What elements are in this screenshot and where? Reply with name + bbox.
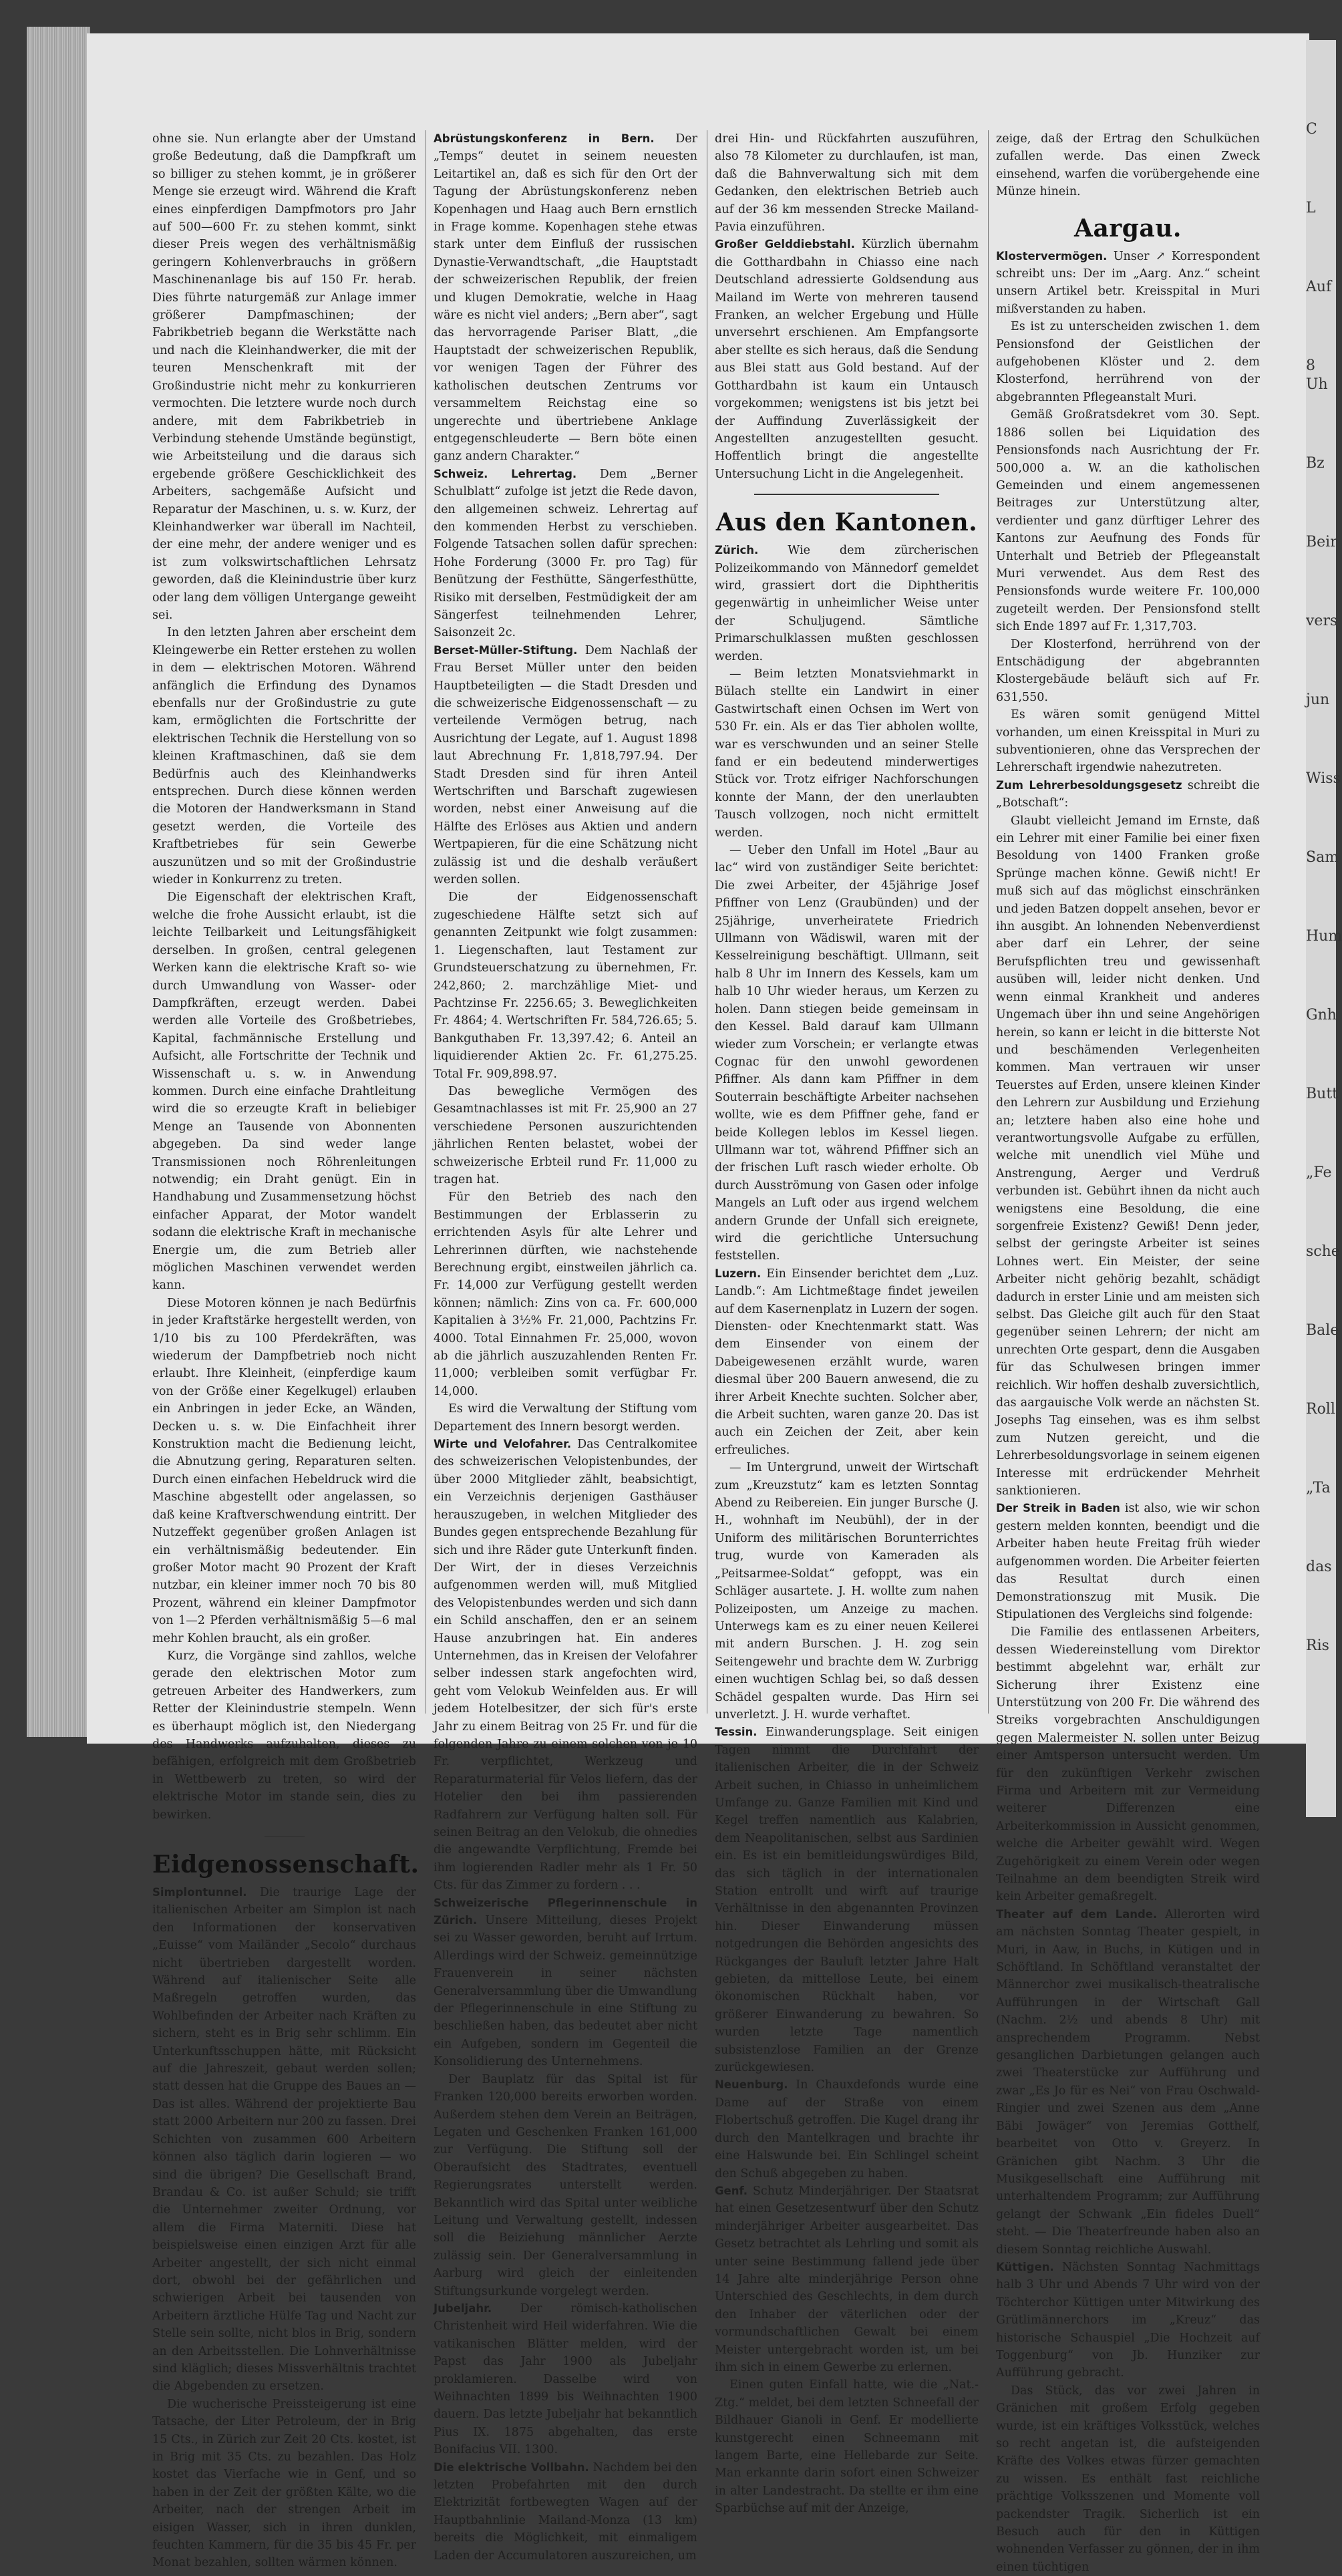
article-headline: Wirte und Velofahrer. <box>434 1438 572 1451</box>
adjacent-page-fragment: „Ta <box>1306 1480 1331 1496</box>
adjacent-page-fragment: Ris <box>1306 1637 1329 1654</box>
text-column-4 <box>996 130 1261 2574</box>
article-headline: Luzern. <box>715 1267 762 1280</box>
article-text: — Ueber den Unfall im Hotel „Baur au lac“ wird von zuständiger Seite berichtet: Die zwei Arbeiter, der 45jährige Josef Pfiffner von Lenz (Graubünden) und der 25jährige, unverheiratete Friedrich Ullmann von Wädiswil, waren mit der Kesselreinigung beschäftigt. Ullmann, seit halb 8 Uhr im Innern des Kessels, kam um halb 10 Uhr wieder heraus, um Kerzen zu holen. Dann stiegen beide gemeinsam in den Kessel. Bald darauf kam Ullmann wieder zum Vorschein; er verlangte etwas Cognac für den unwohl gewordenen Pfiffner. Als dann kam Pfiffner in dem Souterrain beschäftigte Arbeiter nachsehen wollte, wie es dem Pfiffner gehe, fand er beide Kollegen leblos im Kessel liegen. Ullmann war tot, während Pfiffner sich an der frischen Luft rasch wieder erholte. Ob durch Ausströmung von Gasen oder infolge Mangels an Luft oder aus irgend welchem andern Grunde der Unfall sich ereignete, wird die gerichtliche Untersuchung feststellen. <box>715 844 979 1263</box>
article-text: Nächsten Sonntag Nachmittags halb 3 Uhr und Abends 7 Uhr wird von der Töchterchor Küttigen unter Mitwirkung des Grütlimännerchors im „Kreuz“ das historische Schauspiel „Die Hochzeit auf Toggenburg“ von Jb. Hunziker zur Aufführung gebracht. <box>996 2260 1260 2380</box>
article-text: In den letzten Jahren aber erscheint dem Kleingewerbe ein Retter erstehen zu wollen in dem — elektrischen Motoren. Während anfänglich die Erfindung des Dynamos ebenfalls nur der Großindustrie zu gute kam, ermöglichten die Fortschritte der elektrischen Technik die Herstellung von so kleinen Kraftmaschinen, daß sie dem Bedürfnis auch des Kleinhandwerks entsprechen. Durch diese können werden die Motoren der Handwerksmann in Stand gesetzt werden, die Vorteile des Kraftbetriebes für sein Gewerbe auszunützen und so mit der Großindustrie wieder in Konkurrenz zu treten. <box>152 626 416 887</box>
article-paragraph <box>434 1895 697 2071</box>
article-text: Nachdem bei den letzten Probefahrten mit den durch Elektrizität fortbewegten Wagen auf der Hauptbahnlinie Mailand-Monza (13 km) bereits die Möglichkeit, mit einmaligem Laden der Accumulatoren auszureichen, um <box>434 2460 697 2563</box>
article-paragraph <box>996 2382 1260 2576</box>
article-headline: Die elektrische Vollbahn. <box>434 2460 589 2474</box>
article-headline: Zürich. <box>715 544 759 557</box>
article-paragraph <box>715 2076 979 2182</box>
article-paragraph <box>152 624 416 889</box>
article-paragraph <box>152 2396 416 2572</box>
article-paragraph <box>152 1295 416 1647</box>
article-paragraph <box>996 636 1260 707</box>
article-paragraph <box>996 1500 1260 1623</box>
article-paragraph <box>434 2071 697 2300</box>
article-text: Schutz Minderjähriger. Der Staatsrat hat einen Gesetzesentwurf über den Schutz minderjähriger Arbeiter ausgearbeitet. Das Gesetz betrachtet als Lehrling und somit als unter seine Bestimmung fallend jede über 14 Jahre alte minderjährige Person ohne Unterschied des Geschlechts, in dem durch den Inhaber der väterlichen oder der vormundschaftlichen Gewalt bei einem Meister untergebracht worden ist, um bei ihm sich in einem Gewerbe zu erlernen. <box>715 2184 979 2374</box>
adjacent-page-fragment: vers <box>1306 613 1338 629</box>
adjacent-page-fragment: Auf <box>1306 279 1332 295</box>
article-paragraph <box>715 665 979 842</box>
article-paragraph <box>996 248 1260 319</box>
article-headline: Küttigen. <box>996 2260 1054 2273</box>
article-headline: Der Streik in Baden <box>996 1502 1120 1515</box>
article-paragraph <box>152 1647 416 1824</box>
article-paragraph <box>996 2259 1260 2382</box>
article-text: Die wucherische Preissteigerung ist eine Tatsache, der Liter Petroleum, der in Brig 15 Cts., in Zürich zur Zeit 20 Cts. kostet, ist in Brig mit 35 Cts. zu bezahlen. Das Holz kostet das Vierfache wie in Genf, und so haben in der Zeit der größten Kälte, wo die Arbeiter, nach der strengen Arbeit im eisigen Wasser, sich in ihren dunklen, feuchten Kammern, für die 35 bis 45 Fr. per Monat bezahlen, sollten wärmen können. <box>152 2397 416 2570</box>
article-paragraph <box>434 642 697 889</box>
article-headline: Neuenburg. <box>715 2078 788 2092</box>
article-text: Dem Nachlaß der Frau Berset Müller unter den beiden Hauptbeteiligten — die Stadt Dresden und die schweizerische Eidgenossenschaft — zu verteilende Vermögen betrug, nach Ausrichtung der Legate, auf 1. August 1898 laut Abrechnung Fr. 1,818,797.94. Der Stadt Dresden sind für ihren Anteil Wertschriften und Barschaft zugewiesen worden, nebst einer Anweisung auf die Hälfte des Erlöses aus Aktien und andern Wertpapieren, für die eine Schätzung nicht zulässig ist und die deshalb veräußert werden sollen. <box>434 643 697 887</box>
adjacent-page-fragment: „Fe <box>1306 1164 1332 1181</box>
article-paragraph <box>434 130 697 466</box>
article-text: Gemäß Großratsdekret vom 30. Sept. 1886 sollen bei Liquidation des Pensionsfonds nach Ausrichtung der Fr. 500,000 a. W. an die katholischen Gemeinden und einem angemessenen Beitrages zur Unterstützung alter, verdienter und ganz dürftiger Lehrer des Kantons zur Aeufnung des Fonds für Unterhalt und Betrieb der Pflegeanstalt Muri verwendet. Aus dem Rest des Pensionsfonds wurde weitere Fr. 100,000 zugeteilt werden. Der Pensionsfond stellt sich Ende 1897 auf Fr. 1,317,703. <box>996 408 1260 634</box>
article-text: Das Centralkomitee des schweizerischen Velopistenbundes, der über 2000 Mitglieder zählt, beabsichtigt, ein Verzeichnis derjenigen Gasthäuser herauszugeben, in welchen Mitglieder des Bundes gegen entsprechende Bezahlung für sich und ihre Räder gute Unterkunft finden. Der Wirt, der in dieses Verzeichnis aufgenommen werden will, muß Mitglied des Velopistenbundes werden und sich dann ein Schild anschaffen, den er an seinem Hause anzubringen hat. Ein anderes Unternehmen, das in Kreisen der Velofahrer selber indessen stark angefochten wird, geht vom Velokub Weinfelden aus. Er will jedem Hotelbesitzer, der sich für's erste Jahr zu einem Beitrag von 25 Fr. und für die folgenden Jahre zu einem solchen von je 10 Fr. verpflichtet, Werkzeug und Reparaturmaterial für Velos liefern, das der Hotelier den bei ihm passierenden Radfahrern zur Verfügung halten soll. Für seinen Beitrag an den Velokub, die ohnedies die angewandte Verpflichtung, Fremde bei ihm logierenden Radler mehr als 1 Fr. 50 Cts. für das Zimmer zu fordern . . . <box>434 1438 698 1893</box>
article-text: Es wird die Verwaltung der Stiftung vom Departement des Innern besorgt werden. <box>434 1402 697 1434</box>
text-column-3 <box>715 130 979 2516</box>
article-paragraph <box>715 1265 979 1459</box>
article-paragraph <box>996 406 1260 635</box>
article-headline: Schweiz. Lehrertag. <box>434 467 577 480</box>
article-headline: Jubeljahr. <box>434 2301 492 2315</box>
article-headline: Berset-Müller-Stiftung. <box>434 643 578 657</box>
article-text: schreibt die „Botschaft“: <box>996 778 1261 810</box>
section-heading: Aargau. <box>1074 214 1182 243</box>
article-paragraph <box>434 1188 697 1400</box>
adjacent-page-fragment: C <box>1306 121 1317 138</box>
article-text: drei Hin- und Rückfahrten auszuführen, also 78 Kilometer zu durchlaufen, ist man, daß die Bahnverwaltung sich mit dem Gedanken, den elektrischen Betrieb auch auf der 36 km messenden Strecke Mailand-Pavia einzuführen. <box>715 132 979 234</box>
article-text: Dem „Berner Schulblatt“ zufolge ist jetzt die Rede davon, den allgemeinen schweiz. Lehrertag auf den kommenden Herbst zu verschieben. Folgende Tatsachen sollen dafür sprechen: Hohe Forderung (3000 Fr. pro Tag) für Benützung der Festhütte, Sängerfesthütte, Risiko mit derselben, Festmüdigkeit der am Sängerfest teilnehmenden Lehrer, Saisonzeit 2c. <box>434 467 697 640</box>
article-text: Es ist zu unterscheiden zwischen 1. dem Pensionsfond der Geistlichen der aufgehobenen Klöster und 2. dem Klosterfond, herrührend von der abgebrannten Pflegeanstalt Muri. <box>996 320 1260 404</box>
adjacent-page-fragment: jun <box>1306 691 1330 708</box>
article-headline: Zum Lehrerbesoldungsgesetz <box>996 778 1182 792</box>
article-headline: Abrüstungskonferenz in Bern. <box>434 132 655 145</box>
article-text: Unser ↗ Korrespondent schreibt uns: Der im „Aarg. Anz.“ scheint unsern Artikel betr. Kreisspital in Muri mißverstanden zu haben. <box>996 249 1260 316</box>
article-paragraph <box>434 1083 697 1188</box>
article-text: ist also, wie wir schon gestern melden konnten, beendigt und die Arbeiter haben heute Freitag früh wieder aufgenommen worden. Die Arbeiter feierten das Resultat durch einen Demonstrationszug mit Musik. Die Stipulationen des Vergleichs sind folgende: <box>996 1502 1260 1621</box>
article-text: Der „Temps“ deutet in seinem neuesten Leitartikel an, daß es sich für den Ort der Tagung der Abrüstungskonferenz neben Kopenhagen und Haag auch Bern ernstlich in Frage komme. Kopenhagen stehe etwas stark unter dem Einfluß der russischen Dynastie-Verwandtschaft, „die Hauptstadt der schweizerischen Republik, der freien und klugen Demokratie, welche in Haag wäre es nicht viel anders; „Bern aber“, sagt das hervorragende Pariser Blatt, „die Hauptstadt der schweizerischen Republik, vor wenigen Tagen der Führer des katholischen deutschen Zentrums vor versammeltem Reichstag eine so ungerechte und übertriebene Anklage entgegenschleuderte — Bern böte einen ganz andern Charakter.“ <box>434 132 697 464</box>
article-paragraph <box>434 2300 697 2459</box>
article-paragraph <box>434 2459 697 2565</box>
article-paragraph <box>996 318 1260 406</box>
article-paragraph <box>996 1623 1260 1906</box>
article-paragraph <box>715 130 979 236</box>
article-text: Diese Motoren können je nach Bedürfnis in jeder Kraftstärke hergestellt werden, von 1/10 bis zu 100 Pferdekräften, was wiederum der Dampfbetrieb noch nicht erlaubt. Ihre Kleinheit, (einpferdige kaum von der Größe einer Kegelkugel) erlauben ein Anbringen in jeder Ecke, an Wänden, Decken u. s. w. Die Einfachheit ihrer Konstruktion macht die Bedienung leicht, die Abnutzung gering, Reparaturen selten. Durch einen einfachen Hebeldruck wird die Maschine abgestellt oder angelassen, so daß keine Kraftverschwendung eintritt. Der Nutzeffekt gegenüber großen Anlagen ist ein verhältnismäßig bedeutender. Ein großer Motor macht 90 Prozent der Kraft nutzbar, ein kleiner immer noch 70 bis 80 Prozent, während ein kleiner Dampfmotor von 1—2 Pferden verhältnismäßig 5—6 mal mehr Kohlen braucht, als ein großer. <box>152 1296 416 1645</box>
adjacent-page-fragment: Bale <box>1306 1322 1339 1339</box>
article-headline: Simplontunnel. <box>152 1886 247 1899</box>
section-heading: Eidgenossenschaft. <box>152 1850 420 1879</box>
book-page-edges <box>27 27 90 1737</box>
article-headline: Klostervermögen. <box>996 249 1108 263</box>
article-paragraph <box>996 1906 1260 2259</box>
article-text: Die traurige Lage der italienischen Arbeiter am Simplon ist nach den Informationen der konservativen „Euisse“ vom Mailänder „Secolo“ durchaus nicht übertrieben dargestellt worden. Während auf italienischer Seite alle Maßregeln getroffen wurden, das Wohlbefinden der Arbeiter nach Kräften zu sichern, steht es in Brig sehr schlimm. Ein Unterkunftsschuppen hätte, mit Rücksicht auf die Jahreszeit, gebaut werden sollen; statt dessen hat die Gruppe des Baues an — Das ist alles. Während der projektierte Bau statt 2000 Arbeitern nur 200 zu fassen. Drei Schichten von zusammen 600 Arbeitern können also täglich darin logieren — wo sind die übrigen? Die Gesellschaft Brand, Brandau & Co. ist außer Schuld; sie trifft die Unternehmer zweiter Ordnung, vor allem die Firma Materniti. Diese hat beispielsweise einen einzigen Arzt für alle Arbeiter angestellt, der sich nicht einmal dort, obwohl bei der gefährlichen und schwierigen Arbeit bei tausenden von Arbeitern ärztliche Hülfe Tag und Nacht zur Stelle sein sollte, nicht blos in Brig, sondern an den Arbeitsstellen. Die Lohnverhältnisse sind kläglich; dieses Missverhältnis trachtet die Abgebenden zu ersetzen. <box>152 1886 416 2394</box>
adjacent-page-fragment: Roll <box>1306 1401 1335 1418</box>
article-text: Das bewegliche Vermögen des Gesamtnachlasses ist mit Fr. 25,900 an 27 verschiedene Personen auszurichtenden jährlichen Renten belastet, wobei der schweizerische Erbteil rund Fr. 11,000 zu tragen hat. <box>434 1084 697 1186</box>
article-headline: Schweizerische Pflegerinnenschule in Zürich. <box>434 1896 697 1927</box>
article-paragraph <box>996 706 1260 777</box>
section-divider <box>265 1836 305 1837</box>
text-column-2 <box>434 130 698 2563</box>
section-heading: Aus den Kantonen. <box>715 508 978 537</box>
article-paragraph <box>715 542 979 665</box>
adjacent-page-fragment: Gnh <box>1306 1007 1337 1023</box>
adjacent-page-fragment: L <box>1306 200 1316 216</box>
article-headline: Genf. <box>715 2184 748 2197</box>
article-paragraph <box>715 1459 979 1724</box>
article-paragraph <box>152 889 416 1294</box>
article-text: — Beim letzten Monatsviehmarkt in Bülach stellte ein Landwirt in einer Gastwirtschaft einen Ochsen im Wert von 530 Fr. ein. Als er das Tier abholen wollte, war es verschwunden und an seiner Stelle fand er ein bedeutend minderwertiges Stück vor. Trotz eifriger Nachforschungen konnte der Mann, der den unerlaubten Tausch vollzogen, noch nicht ermittelt werden. <box>715 667 979 840</box>
article-text: Wie dem zürcherischen Polizeikommando von Männedorf gemeldet wird, grassiert dort die Diphtheritis gegenwärtig in unheimlicher Weise unter der Schuljugend. Sämtliche Primarschulklassen mußten geschlossen werden. <box>715 544 979 663</box>
adjacent-page-fragment: Wiss <box>1306 770 1341 787</box>
article-paragraph <box>996 812 1260 1500</box>
article-text: Der Bauplatz für das Spital ist für Franken 120,000 bereits erworben worden. Außerdem stehen dem Verein an Beiträgen, Legaten und Geschenken Franken 161,000 zur Verfügung. Die Stiftung soll der Oberaufsicht des Stadtrates, eventuell Regierungsrates unterstellt werden. Bekanntlich wird das Spital unter weibliche Leitung und Verwaltung gestellt, indessen soll die Beiziehung männlicher Aerzte zulässig sein. Der Generalversammlung in Aarburg wird gleich der einleitenden Stiftungsurkunde vorgelegt werden. <box>434 2072 697 2298</box>
adjacent-page-fragment: Hum <box>1306 928 1342 945</box>
article-text: Einwanderungsplage. Seit einigen Tagen nimmt die Durchfahrt der italienischen Arbeiter, die in der Schweiz Arbeit suchen, in Chiasso in unheimlichem Umfange zu. Ganze Familien mit Kind und Kegel treffen namentlich aus Kalabrien, dem Neapolitanischen, selbst aus Sardinien ein. Es ist ein bemitleidungswürdiges Bild, das sich täglich in der internationalen Station entrollt und wirft auf traurige Verhältnisse in den abgenannten Provinzen hin. Dieser Einwanderung müssen notgedrungen die Behörden angesichts des Rückganges der Bauluft letzter Jahre Halt gebieten, da mittellose Leute, bei einem ökonomischen Rückhalt haben, vor größerer Einwanderung zu bewahren. So wurden letzte Tage namentlich subsistenzlose Familien an der Grenze zurückgewiesen. <box>715 1726 979 2075</box>
article-paragraph <box>152 130 416 624</box>
article-paragraph <box>996 130 1260 201</box>
article-text: Die der Eidgenossenschaft zugeschiedene Hälfte setzt sich auf genannten Zeitpunkt wie folgt zusammen: 1. Liegenschaften, laut Testament zur Grundsteuerschatzung zu übernehmen, Fr. 242,860; 2. marchzählige Miet- und Pachtzinse Fr. 2256.65; 3. Beweglichkeiten Fr. 4864; 4. Wertschriften Fr. 584,726.65; 5. Bankguthaben Fr. 13,397.42; 6. Anteil an liquidierender Aktien 2c. Fr. 61,275.25. Total Fr. 909,898.97. <box>434 891 697 1081</box>
adjacent-page-fragment: das <box>1306 1559 1332 1575</box>
adjacent-page-edge <box>1306 40 1342 1817</box>
article-headline: Theater auf dem Lande. <box>996 1907 1158 1921</box>
article-paragraph <box>434 466 697 642</box>
adjacent-page-fragment: Beir <box>1306 534 1337 550</box>
article-paragraph <box>996 777 1260 812</box>
article-text: Ein Einsender berichtet dem „Luz. Landb.“: Am Lichtmeßtage findet jeweilen auf dem Kasernenplatz in Luzern der sogen. Diensten- oder Knechtenmarkt statt. Was dem Einsender von einem der Dabeigewesenen erzählt wurde, waren diesmal über 200 Bauern anwesend, die zu ihrer Arbeit Knechte suchten. Solcher aber, die Arbeit suchten, waren ganze 20. Das ist auch ein Zeichen der Zeit, aber kein erfreuliches. <box>715 1267 979 1457</box>
article-text: Für den Betrieb des nach den Bestimmungen der Erblasserin zu errichtenden Asyls für alte Lehrer und Lehrerinnen dürften, wie nachstehende Berechnung ergibt, einstweilen jährlich ca. Fr. 14,000 zur Verfügung gestellt werden können; nämlich: Zins von ca. Fr. 600,000 Kapitalien à 3½% Fr. 21,000, Pachtzins Fr. 4000. Total Einnahmen Fr. 25,000, wovon ab die jährlich auszuzahlenden Renten Fr. 11,000; verbleiben somit verfügbar Fr. 14,000. <box>434 1190 697 1398</box>
article-paragraph <box>715 236 979 483</box>
article-text: Kurz, die Vorgänge sind zahllos, welche gerade den elektrischen Motor zum getreuen Arbeiter des Handwerkers, zum Retter der Kleinindustrie stempeln. Wenn es überhaupt möglich ist, den Niedergang des Handwerks aufzuhalten, dieses zu befähigen, erfolgreich mit dem Großbetrieb in Wettbewerb zu treten, so wird der elektrische Motor im stande sein, dies zu bewirken. <box>152 1649 416 1822</box>
article-text: — Im Untergrund, unweit der Wirtschaft zum „Kreuzstutz“ kam es letzten Sonntag Abend zu Reibereien. Ein junger Bursche (J. H., wohnhaft im Neubühl), der in der Uniform des militärischen Borunterrichtes trug, wurde von Kameraden als „Peitsarmee-Soldat“ gefoppt, was ein Schläger ausartete. J. H. wollte zum nahen Polizeiposten, um Anzeige zu machen. Unterwegs kam es zu einer neuen Keilerei mit andern Burschen. J. H. zog sein Seitengewehr und brachte dem W. Zurbrigg einen wuchtigen Schlag bei, so daß dessen Schädel gespalten wurde. Das Hirn sei unverletzt. J. H. wurde verhaftet. <box>715 1461 979 1722</box>
article-text: Die Eigenschaft der elektrischen Kraft, welche die frohe Aussicht erlaubt, ist die leichte Teilbarkeit und Leitungsfähigkeit derselben. In großen, central gelegenen Werken kann die elektrische Kraft so- wie durch Umwandlung von Wasser- oder Dampfkräften, erzeugt werden. Dabei werden alle Vorteile des Großbetriebes, Kapital, fachmännische Erstellung und Aufsicht, alle Fortschritte der Technik und Wissenschaft u. s. w. in Anwendung kommen. Durch eine einfache Drahtleitung wird die so erzeugte Kraft in beliebiger Menge an Tausende von Abonnenten abgegeben. Da sind weder lange Transmissionen noch Röhrenleitungen notwendig; ein Draht genügt. Ein in Handhabung und Zusammensetzung höchst einfacher Apparat, der Motor wandelt sodann die elektrische Kraft in mechanische Energie um, die zum Betrieb aller möglichen Maschinen verwendet werden kann. <box>152 891 416 1293</box>
article-text: zeige, daß der Ertrag den Schulküchen zufallen werde. Das einen Zweck einsehend, warfen die vorübergehende eine Münze hinein. <box>996 132 1260 199</box>
article-paragraph <box>715 2376 979 2517</box>
article-text: Es wären somit genügend Mittel vorhanden, um einen Kreisspital in Muri zu subventionieren, ohne das Versprechen der Lehrerschaft irgendwie nahezutreten. <box>996 708 1260 775</box>
article-text: Das Stück, das vor zwei Jahren in Gränichen mit großem Erfolg gegeben wurde, ist ein kräftiges Volksstück, welches so recht angetan ist, die aufsteigenden Kräfte des Volkes etwas fürzer gemachten zu wissen. Es enthält fast reichliche prächtige Volksszenen und Momente voll packendster Tragik. Sicherlich ist ein Besuch auch für den in Küttigen wohnenden Verfasser zu gönnen, der in ihm einen tüchtigen <box>996 2384 1260 2574</box>
article-text: Der Klosterfond, herrührend von der Entschädigung der abgebrannten Klostergebäude beläuft sich auf Fr. 631,550. <box>996 637 1260 704</box>
article-paragraph <box>434 1400 697 1436</box>
article-headline: Großer Gelddiebstahl. <box>715 238 855 251</box>
article-text: Glaubt vielleicht Jemand im Ernste, daß ein Lehrer mit einer Familie bei einer fixen Besoldung von 1400 Franken große Sprünge machen könne. Gewiß nicht! Er muß sich auf das möglichst einschränken und jeden Batzen doppelt ansehen, bevor er ihn ausgibt. An lohnenden Nebenverdienst aber darf ein Lehrer, der seine Berufspflichten treu und gewissenhaft ausüben will, leider nicht denken. Und wenn einmal Krankheit und anderes Ungemach über ihn und seine Angehörigen herein, so kann er leicht in die bitterste Not und beschämenden Verlegenheiten kommen. Man vertrauen wir unser Teuerstes auf Erden, unsere kleinen Kinder den Lehrern zur Ausbildung und Erziehung an; letztere haben also eine hohe und verantwortungsvolle Aufgabe zu erfüllen, welche mit unendlich viel Mühe und Anstrengung, Aerger und Verdruß verbunden ist. Gebührt ihnen da nicht auch wenigstens eine Besoldung, die eine sorgenfreie Existenz? Gewiß! Denn jeder, selbst der geringste Arbeiter ist seines Lohnes wert. Ein Meister, der seine Arbeiter nicht gehörig bezahlt, schädigt dadurch in erster Linie und am meisten sich selbst. Das Gleiche gilt auch für den Staat gegenüber seinen Lehrern; der nicht am unrechten Orte gespart, denn die Ausgaben für das Schulwesen bringen immer reichlich. Wir hoffen deshalb zuversichtlich, das aargauische Volk werde an nächsten St. Josephs Tag einsehen, was es ihm selbst zum Nutzen gereicht, und die Lehrerbesoldungsvorlage in seinem eigenen Interesse mit erdrückender Mehrheit sanktionieren. <box>996 814 1260 1498</box>
article-paragraph <box>715 1724 979 2076</box>
adjacent-page-fragment: Sam <box>1306 849 1339 866</box>
article-text: Kürzlich übernahm die Gotthardbahn in Chiasso eine nach Deutschland adressierte Goldsendung aus Mailand im Werte von mehreren tausend Franken, an welcher Ergebung und Hülle unversehrt erschienen. Am Empfangsorte aber stellte es sich heraus, daß die Sendung aus Blei statt aus Gold bestand. Auf der Gotthardbahn ist kaum ein Untausch vorgekommen; wenigstens ist bis jetzt bei der Auffindung Zuverlässigkeit der Angestellten anzugestellten gesucht. Hoffentlich bringt die angestellte Untersuchung Licht in die Angelegenheit. <box>715 238 979 481</box>
adjacent-page-fragment: Butt <box>1306 1086 1339 1102</box>
article-paragraph <box>715 2183 979 2376</box>
article-text: Die Familie des entlassenen Arbeiters, dessen Wiedereinstellung vom Direktor bestimmt abgelehnt war, erhält zur Sicherung ihrer Existenz eine Unterstützung von 200 Fr. Die während des Streiks vorgebrachten Anschuldigungen gegen Malermeister N. sollen unter Beizug einer Amtsperson untersucht werden. Um für den zukünftigen Verkehr zwischen Firma und Arbeitern mit zur Vermeidung weiterer Differenzen eine Arbeiterkommission in Aussicht genommen, welche die Arbeiter gewählt wird. Wegen Zugehörigkeit zu einem Verein oder wegen Teilnahme an dem beendigten Streik wird kein Arbeiter gemaßregelt. <box>996 1625 1260 1904</box>
article-paragraph <box>152 1884 416 2396</box>
article-text: Der römisch-katholischen Christenheit wird Heil widerfahren. Wie die vatikanischen Blätter melden, wird der Papst das Jahr 1900 als Jubeljahr proklamieren. Dasselbe wird von Weihnachten 1899 bis Weihnachten 1900 dauern. Das letzte Jubeljahr hat bekanntlich Pius IX. 1875 abgehalten, das erste Bonifacius VII. 1300. <box>434 2301 697 2457</box>
article-headline: Tessin. <box>715 1726 758 1739</box>
article-paragraph <box>715 842 979 1265</box>
article-text: Einen guten Einfall hatte, wie die „Nat.-Ztg.“ meldet, bei dem letzten Schneefall der Bildhauer Gianoli in Genf. Er modellierte kunstgerecht einen Schneemann mit langem Barte, eine Hellebarde zur Seite. Man erkannte darin sofort einen Schweizer in alter Landestracht. Da stellte er ihm eine Sparbüchse auf mit der Anzeige, <box>715 2378 979 2516</box>
adjacent-page-fragment: Bz <box>1306 455 1325 472</box>
article-text: Unsere Mitteilung, dieses Projekt sei zu Wasser geworden, beruht auf Irrtum. Allerdings wird der Schweiz. gemeinnützige Frauenverein in seiner nächsten Generalversammlung über die Umwandlung der Pflegerinnenschule in eine Stiftung zu beschließen haben, das bedeutet aber nicht ein Aufgeben, sondern im Gegenteil die Konsolidierung des Unternehmens. <box>434 1914 697 2069</box>
article-paragraph <box>434 1436 697 1895</box>
article-text: In Chauxdefonds wurde eine Dame auf der Straße von einem Flobertschuß getroffen. Die Kugel drang ihr durch den Mantelkragen und brachte ihr eine Halswunde bei. Ein Schlingel scheint den Schuß abgegeben zu haben. <box>715 2078 979 2181</box>
article-text: Allerorten wird am nächsten Sonntag Theater gespielt, in Muri, in Aaw, in Buchs, in Kütigen und in Schöftland. In Schöftland veranstaltet der Männerchor zwei musikalisch-theatralische Aufführungen in der Wirtschaft Gall (Nachm. 2½ und abends 8 Uhr) mit ansprechendem Programm. Nebst gesanglichen Darbietungen gelangen auch zwei Theaterstücke zur Aufführung und zwar „Es Jo für es Nei“ von Frau Oschwald-Ringier und zwei Szenen aus dem „Anne Bäbi Jowäger“ von Jeremias Gotthelf, bearbeitet von Otto v. Greyerz. In Gränichen gibt Nachm. 3 Uhr die Musikgesellschaft eine Aufführung mit unterhaltendem Programm; zur Aufführung gelangt der Schwank „Ein fideles Duell“ steht. — Die Theaterfreunde haben also an diesem Sonntag reichliche Auswahl. <box>996 1907 1260 2257</box>
section-divider <box>754 494 939 495</box>
article-text: ohne sie. Nun erlangte aber der Umstand große Bedeutung, daß die Dampfkraft um so billiger zu stehen kommt, je in größerer Menge sie erzeugt wird. Während die Kraft eines einpferdigen Dampfmotors pro Jahr auf 500—600 Fr. zu stehen kommt, sinkt dieser Preis wegen des verhältnismäßig geringern Kohlenverbrauchs in größern Maschinenanlage bis auf 150 Fr. herab. Dies führte naturgemäß zur Anlage immer größerer Dampfmaschinen; der Fabrikbetrieb begann die Werkstätte nach und nach die Kleinhandwerker, die mit der teuren Menschenkraft mit der Großindustrie nicht mehr zu konkurrieren vermochten. Die letztere wurde noch durch andere, mit dem Fabrikbetrieb in Verbindung stehende Umstände begünstigt, wie Arbeitsteilung und die daraus sich ergebende größere Geschicklichkeit des Arbeiters, sachgemäße Aufsicht und Reparatur der Maschinen, u. s. w. Kurz, der Kleinhandwerker war überall im Nachteil, der eine mehr, der andere weniger und es ist zum volkswirtschaftlichen Lehrsatz geworden, daß die Kleinindustrie über kurz oder lang dem völligen Untergange geweiht sei. <box>152 132 416 622</box>
text-column-1 <box>152 130 420 2570</box>
adjacent-page-fragment: 8 Uh <box>1306 357 1328 393</box>
article-paragraph <box>434 889 697 1082</box>
adjacent-page-fragment: sche <box>1306 1243 1340 1260</box>
column-rule <box>988 130 989 1714</box>
